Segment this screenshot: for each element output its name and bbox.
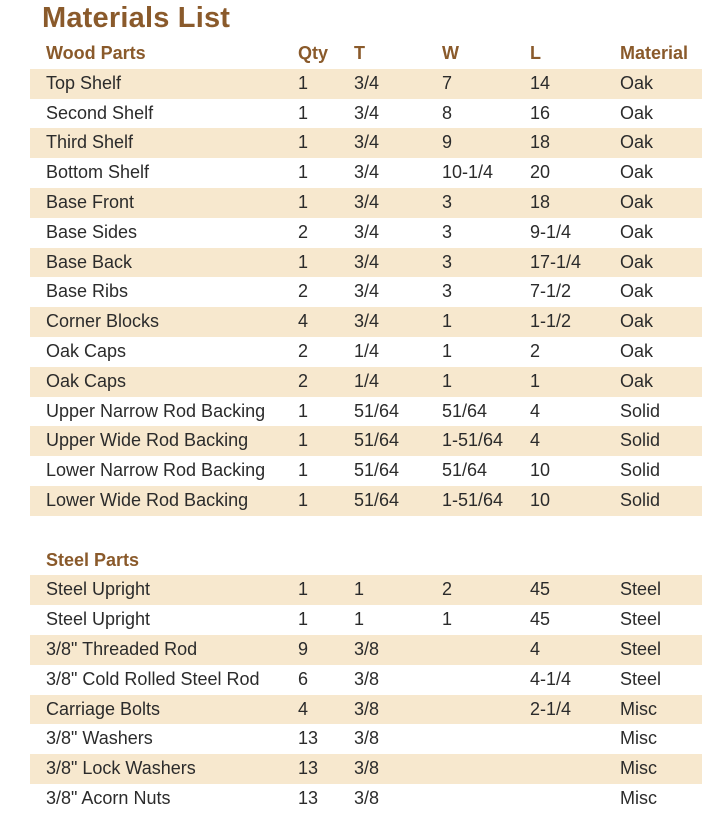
part-name: Base Ribs [46,281,129,302]
part-length: 10 [530,460,551,481]
page-title: Materials List [42,2,231,34]
part-thickness: 3/8 [354,787,380,808]
part-width: 51/64 [442,460,488,481]
part-name: Second Shelf [46,102,154,123]
part-length: 2 [530,340,541,361]
part-material: Oak [620,251,654,272]
part-material: Oak [620,221,654,242]
part-length: 9-1/4 [530,221,572,242]
part-width: 51/64 [442,400,488,421]
part-qty: 1 [298,489,309,510]
part-width: 8 [442,102,453,123]
part-thickness: 1/4 [354,370,380,391]
table-row [30,397,702,427]
part-width: 1 [442,609,453,630]
part-name: Steel Upright [46,579,151,600]
table-row [30,337,702,367]
table-row [30,277,702,307]
part-length: 2-1/4 [530,698,572,719]
part-name: 3/8" Lock Washers [46,758,196,779]
part-thickness: 51/64 [354,400,400,421]
part-material: Oak [620,72,654,93]
part-qty: 1 [298,460,309,481]
part-qty: 1 [298,132,309,153]
part-length: 1 [530,370,541,391]
part-width: 3 [442,191,453,212]
table-row [30,367,702,397]
part-width: 2 [442,579,453,600]
part-name: Lower Narrow Rod Backing [46,460,266,481]
part-width: 1 [442,311,453,332]
part-length: 4-1/4 [530,668,572,689]
wood-parts-heading: Wood Parts [46,43,146,63]
part-name: Base Back [46,251,133,272]
part-qty: 1 [298,72,309,93]
part-width: 9 [442,132,453,153]
part-material: Steel [620,609,662,630]
part-material: Solid [620,460,661,481]
part-thickness: 3/8 [354,638,380,659]
part-width: 7 [442,72,453,93]
table-row [30,724,702,754]
part-qty: 1 [298,251,309,272]
table-row [30,158,702,188]
part-material: Oak [620,162,654,183]
part-thickness: 3/4 [354,72,380,93]
part-qty: 1 [298,609,309,630]
part-name: Third Shelf [46,132,134,153]
part-material: Misc [620,758,657,779]
part-thickness: 51/64 [354,460,400,481]
part-qty: 2 [298,340,309,361]
part-name: Bottom Shelf [46,162,150,183]
part-width: 1-51/64 [442,489,504,510]
part-qty: 1 [298,191,309,212]
part-thickness: 3/4 [354,251,380,272]
part-qty: 13 [298,758,319,779]
part-thickness: 3/4 [354,311,380,332]
column-header-t: T [354,43,365,63]
part-qty: 13 [298,787,319,808]
part-name: Steel Upright [46,609,151,630]
part-qty: 1 [298,430,309,451]
table-row [30,635,702,665]
part-qty: 4 [298,311,309,332]
part-material: Oak [620,191,654,212]
part-qty: 2 [298,221,309,242]
part-qty: 6 [298,668,309,689]
table-row [30,426,702,456]
steel-parts-heading: Steel Parts [46,549,140,570]
part-qty: 4 [298,698,309,719]
table-row [30,486,702,516]
table-row [30,307,702,337]
part-qty: 2 [298,281,309,302]
table-row [30,665,702,695]
part-material: Oak [620,340,654,361]
table-row [30,695,702,725]
table-row [30,605,702,635]
table-row [30,99,702,129]
part-thickness: 1 [354,609,365,630]
part-name: Oak Caps [46,370,127,391]
part-material: Solid [620,430,661,451]
part-thickness: 51/64 [354,489,400,510]
part-thickness: 3/4 [354,191,380,212]
part-thickness: 3/8 [354,758,380,779]
part-material: Misc [620,787,657,808]
part-name: Top Shelf [46,72,122,93]
steel-parts-section-header [30,546,702,576]
part-name: 3/8" Washers [46,728,153,749]
part-width: 1 [442,370,453,391]
part-length: 14 [530,72,551,93]
table-row [30,248,702,278]
part-qty: 1 [298,400,309,421]
table-row [30,128,702,158]
column-header-qty: Qty [298,43,329,63]
table-row [30,188,702,218]
part-thickness: 3/8 [354,668,380,689]
part-thickness: 51/64 [354,430,400,451]
part-qty: 1 [298,162,309,183]
part-length: 18 [530,191,551,212]
part-thickness: 3/4 [354,162,380,183]
part-qty: 2 [298,370,309,391]
part-length: 4 [530,400,541,421]
part-length: 4 [530,638,541,659]
part-thickness: 1/4 [354,340,380,361]
part-name: Lower Wide Rod Backing [46,489,249,510]
materials-table [30,39,702,814]
column-header-l: L [530,43,541,63]
table-row [30,69,702,99]
part-name: Oak Caps [46,340,127,361]
part-material: Solid [620,400,661,421]
part-name: 3/8" Cold Rolled Steel Rod [46,668,260,689]
part-width: 3 [442,221,453,242]
part-material: Steel [620,579,662,600]
part-width: 10-1/4 [442,162,494,183]
part-length: 45 [530,609,551,630]
part-thickness: 3/8 [354,698,380,719]
column-header-w: W [442,43,459,63]
part-width: 3 [442,281,453,302]
part-name: Base Sides [46,221,138,242]
part-name: Corner Blocks [46,311,160,332]
part-length: 17-1/4 [530,251,582,272]
column-header-material: Material [620,43,689,63]
part-width: 1-51/64 [442,430,504,451]
part-length: 20 [530,162,551,183]
part-thickness: 1 [354,579,365,600]
table-row [30,784,702,814]
part-qty: 1 [298,102,309,123]
part-qty: 9 [298,638,309,659]
part-material: Oak [620,281,654,302]
part-length: 1-1/2 [530,311,572,332]
part-material: Steel [620,638,662,659]
table-header [30,39,702,69]
part-name: 3/8" Acorn Nuts [46,787,171,808]
part-material: Misc [620,698,657,719]
table-row [30,456,702,486]
part-qty: 1 [298,579,309,600]
table-row [30,754,702,784]
part-thickness: 3/4 [354,221,380,242]
section-spacer [30,516,702,546]
part-length: 7-1/2 [530,281,572,302]
part-length: 16 [530,102,551,123]
part-thickness: 3/4 [354,132,380,153]
part-name: 3/8" Threaded Rod [46,638,198,659]
part-material: Steel [620,668,662,689]
part-material: Oak [620,370,654,391]
part-length: 45 [530,579,551,600]
part-width: 3 [442,251,453,272]
part-material: Solid [620,489,661,510]
part-material: Oak [620,311,654,332]
table-row [30,218,702,248]
part-thickness: 3/8 [354,728,380,749]
part-name: Upper Narrow Rod Backing [46,400,266,421]
part-material: Misc [620,728,657,749]
part-material: Oak [620,102,654,123]
part-length: 10 [530,489,551,510]
part-name: Base Front [46,191,135,212]
part-length: 18 [530,132,551,153]
part-thickness: 3/4 [354,281,380,302]
part-length: 4 [530,430,541,451]
part-qty: 13 [298,728,319,749]
table-row [30,575,702,605]
part-name: Carriage Bolts [46,698,161,719]
part-width: 1 [442,340,453,361]
part-name: Upper Wide Rod Backing [46,430,249,451]
part-thickness: 3/4 [354,102,380,123]
part-material: Oak [620,132,654,153]
